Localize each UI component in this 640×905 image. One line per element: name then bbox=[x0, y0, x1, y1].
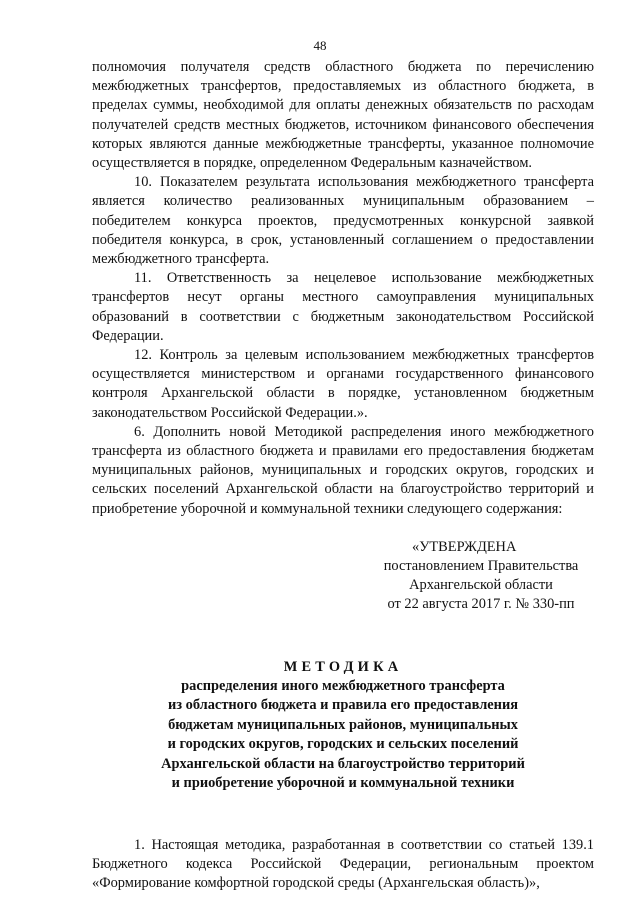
section-spacer bbox=[92, 794, 594, 836]
subtitle-line: и приобретение уборочной и коммунальной техники bbox=[171, 775, 515, 792]
subtitle-line: бюджетам муниципальных районов, муниципальных bbox=[168, 716, 518, 733]
page-number: 48 bbox=[313, 38, 327, 53]
approval-line-region: Архангельской области bbox=[409, 577, 553, 594]
subtitle-line: и городских округов, городских и сельских поселений bbox=[167, 736, 519, 753]
paragraph-12: 12. Контроль за целевым использованием межбюджетных трансфертов осуществляется министерством и органами государственного финансового контроля Архангельской области в порядке, установленном бюджетным законодательством Российской Федерации.». bbox=[92, 347, 594, 421]
paragraph-10: 10. Показателем результата использования межбюджетного трансферта является количество реализованных муниципальным образованием – победителем конкурса проектов, предусмотренных конкурсной заявкой победителя конкурса, в срок, установленный соглашением о предоставлении межбюджетного трансферта. bbox=[92, 174, 594, 268]
subtitle-line: из областного бюджета и правила его предоставления bbox=[167, 697, 519, 714]
subtitle-line: Архангельской области на благоустройство территорий bbox=[161, 755, 525, 772]
paragraph-11: 11. Ответственность за нецелевое использование межбюджетных трансфертов несут органы местного самоуправления муниципальных образований в соответствии с бюджетным законодательством Российской Федерации. bbox=[92, 270, 594, 344]
document-body bbox=[92, 58, 594, 893]
approval-line-date: от 22 августа 2017 г. № 330-пп bbox=[387, 596, 575, 613]
methodology-subtitle bbox=[92, 677, 594, 794]
methodology-heading: МЕТОДИКА bbox=[283, 658, 403, 675]
paragraph-continuation: полномочия получателя средств областного бюджета по перечислению межбюджетных трансфертов, предоставляемых из областного бюджета, в пределах суммы, необходимой для оплаты денежных обязательств по расходам получателей средств местных бюджетов, источником финансового обеспечения которых являются данные межбюджетные трансферты, указанное полномочие осуществляется в порядке, определенном Федеральным казначейством. bbox=[92, 59, 594, 172]
subtitle-line: распределения иного межбюджетного трансферта bbox=[181, 677, 505, 694]
approval-line-resolution: постановлением Правительства bbox=[383, 558, 579, 575]
approval-stamp bbox=[375, 538, 587, 615]
paragraph-6: 6. Дополнить новой Методикой распределения иного межбюджетного трансферта из областного бюджета и правилами его предоставления бюджетам муниципальных районов, муниципальных и городских округов, городских и сельских поселений Архангельской области на благоустройство территорий и приобретение уборочной и коммунальной техники следующего содержания: bbox=[92, 423, 594, 517]
approval-title: «УТВЕРЖДЕНА bbox=[412, 538, 517, 555]
paragraph-1: 1. Настоящая методика, разработанная в соответствии со статьей 139.1 Бюджетного кодекса Российской Федерации, региональным проектом «Формирование комфортной городской среды (Архангельская область)», bbox=[92, 836, 594, 892]
